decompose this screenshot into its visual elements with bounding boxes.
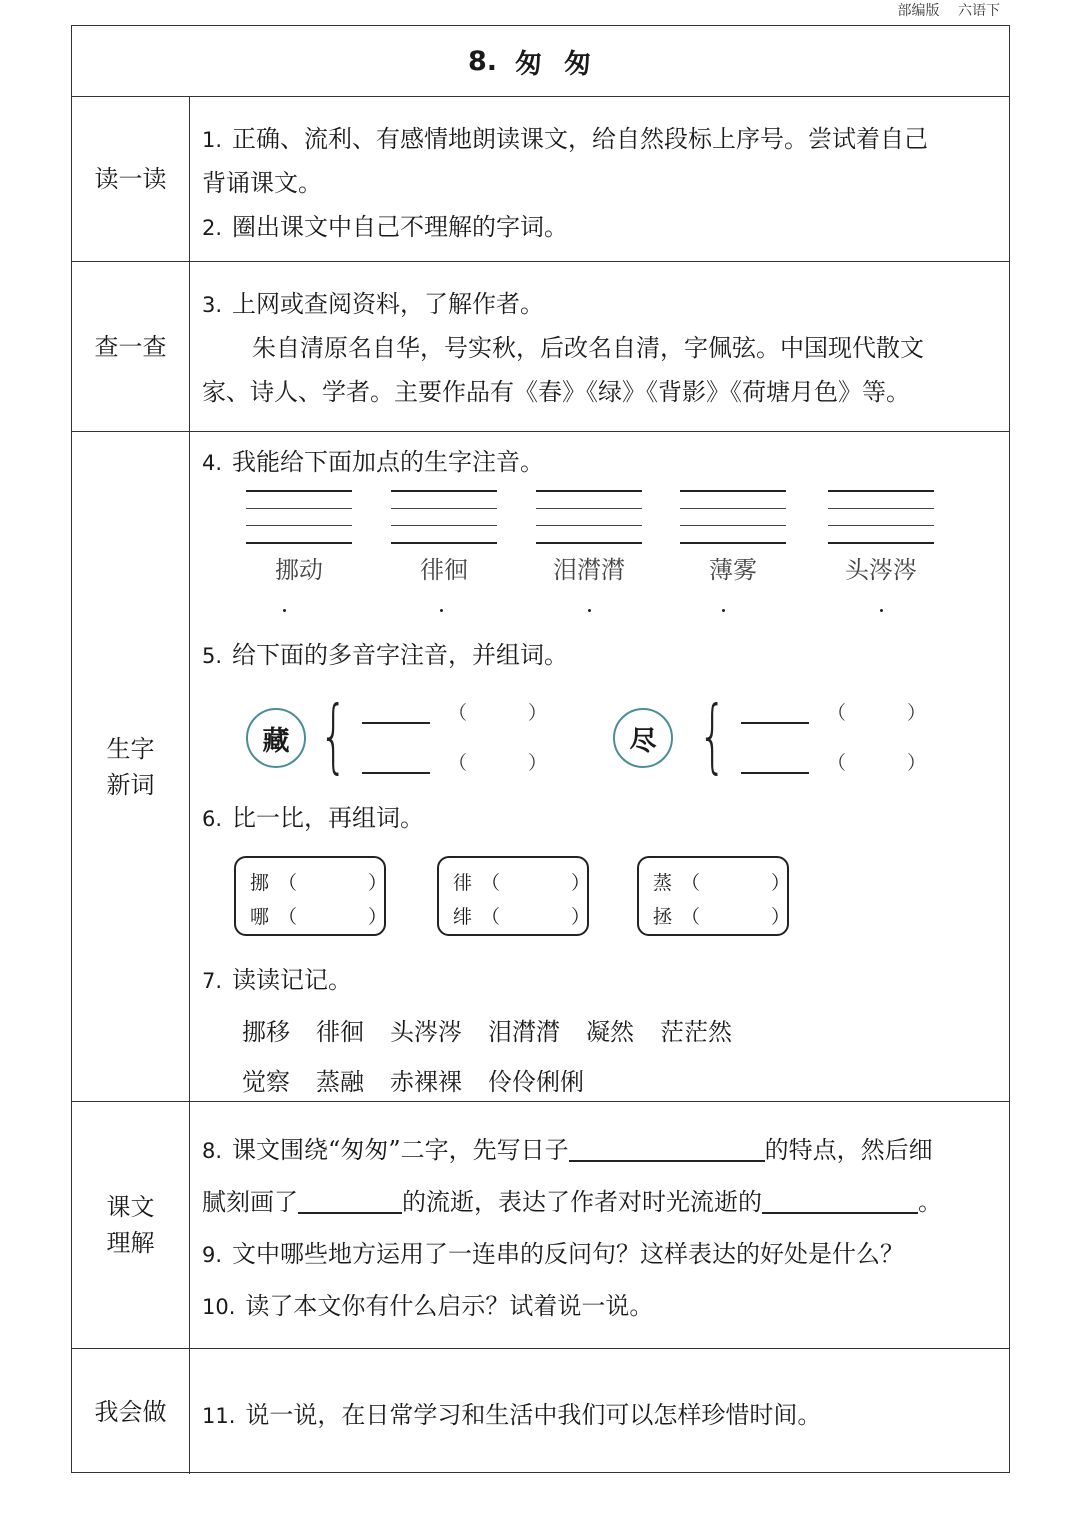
answer-blank[interactable] xyxy=(741,722,809,724)
pinyin-word: 薄雾 xyxy=(709,556,757,584)
question-8-cont: 腻刻画了 的流逝，表达了作者对时光流逝的 。 xyxy=(202,1182,942,1217)
pinyin-word: 徘徊 xyxy=(420,556,468,584)
words-row: 挪移 徘徊 头涔涔 泪潸潸 凝然 茫茫然 xyxy=(242,1018,732,1046)
words-row: 觉察 蒸融 赤裸裸 伶伶俐俐 xyxy=(242,1068,584,1096)
pinyin-word: 泪潸潸 xyxy=(553,556,625,584)
section-label-read: 读一读 xyxy=(72,97,190,261)
lesson-title xyxy=(72,26,1009,96)
paren-close: ） xyxy=(528,752,548,774)
paren-open: （ xyxy=(827,702,847,724)
answer-blank[interactable] xyxy=(762,1184,918,1214)
edition-label: 部编版 xyxy=(897,3,940,19)
section-label-understand: 课文 理解 xyxy=(72,1102,190,1348)
paren-open: （ xyxy=(827,752,847,774)
paren-close: ） xyxy=(528,702,548,724)
question-9: 9. 文中哪些地方运用了一连串的反问句？这样表达的好处是什么？ xyxy=(202,1240,905,1268)
grade-label: 六语下 xyxy=(958,3,1000,19)
section-vocab xyxy=(72,432,1009,1102)
section-read xyxy=(72,97,1009,262)
question-8: 8. 课文围绕“匆匆”二字，先写日子 的特点，然后细 xyxy=(202,1130,933,1165)
pinyin-word: 头涔涔 xyxy=(845,556,917,584)
question-2: 2. 圈出课文中自己不理解的字词。 xyxy=(202,213,569,241)
question-3: 3. 上网或查阅资料，了解作者。 xyxy=(202,290,545,318)
answer-blank[interactable] xyxy=(362,722,430,724)
paren-close: ） xyxy=(907,752,927,774)
lesson-name: 匆匆 xyxy=(515,48,614,80)
author-bio-line2: 家、诗人、学者。主要作品有《春》《绿》《背影》《荷塘月色》等。 xyxy=(202,378,910,406)
polyphone-char: 尽 xyxy=(613,708,673,768)
answer-blank[interactable] xyxy=(741,772,809,774)
section-label-check: 查一查 xyxy=(72,262,190,431)
emphasis-dot xyxy=(440,609,443,612)
pinyin-word: 挪动 xyxy=(275,556,323,584)
emphasis-dot xyxy=(880,609,883,612)
compare-box[interactable]: 徘 （ ） 绯 （ ） xyxy=(437,856,589,936)
paren-open: （ xyxy=(448,752,468,774)
emphasis-dot xyxy=(722,609,725,612)
question-4: 4. 我能给下面加点的生字注音。 xyxy=(202,448,545,476)
emphasis-dot xyxy=(588,609,591,612)
question-1: 1. 正确、流利、有感情地朗读课文，给自然段标上序号。尝试着自己 xyxy=(202,125,929,153)
worksheet-table xyxy=(71,25,1010,1473)
compare-box[interactable]: 蒸 （ ） 拯 （ ） xyxy=(637,856,789,936)
section-check xyxy=(72,262,1009,432)
answer-blank[interactable] xyxy=(362,772,430,774)
section-practice xyxy=(72,1349,1009,1474)
question-6: 6. 比一比，再组词。 xyxy=(202,804,425,832)
emphasis-dot xyxy=(283,609,286,612)
question-5: 5. 给下面的多音字注音，并组词。 xyxy=(202,641,569,669)
section-understand xyxy=(72,1102,1009,1349)
lesson-number: 8. xyxy=(467,45,498,77)
answer-blank[interactable] xyxy=(569,1132,765,1162)
paren-open: （ xyxy=(448,702,468,724)
question-7: 7. 读读记记。 xyxy=(202,966,353,994)
question-1-cont: 背诵课文。 xyxy=(202,169,322,197)
section-label-vocab: 生字 新词 xyxy=(72,432,190,1101)
author-bio-line1: 朱自清原名自华，号实秋，后改名自清，字佩弦。中国现代散文 xyxy=(252,334,924,362)
brace: { xyxy=(319,689,348,782)
polyphone-char: 藏 xyxy=(246,708,306,768)
question-10: 10. 读了本文你有什么启示？试着说一说。 xyxy=(202,1292,654,1320)
title-row xyxy=(72,26,1009,97)
section-label-practice: 我会做 xyxy=(72,1349,190,1474)
brace: { xyxy=(698,689,727,782)
paren-close: ） xyxy=(907,702,927,724)
compare-box[interactable]: 挪 （ ） 哪 （ ） xyxy=(234,856,386,936)
question-11: 11. 说一说，在日常学习和生活中我们可以怎样珍惜时间。 xyxy=(202,1401,822,1429)
answer-blank[interactable] xyxy=(298,1184,402,1214)
page-header xyxy=(884,0,1000,20)
